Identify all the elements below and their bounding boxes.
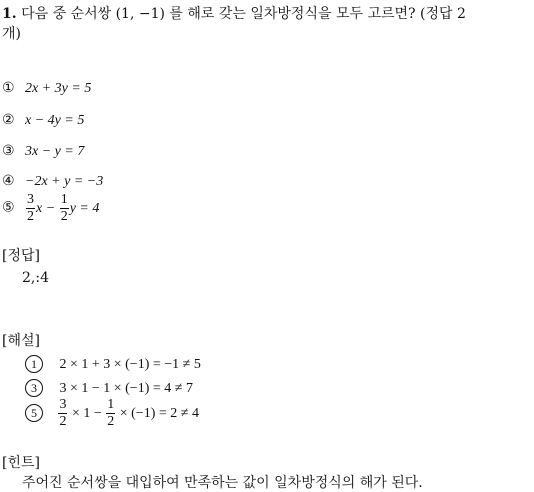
option-2 [2, 112, 84, 129]
fraction: $\frac{3}{2}$ [27, 192, 35, 224]
question-line-1 [2, 3, 466, 23]
circled-number: 5 [25, 404, 43, 422]
explanation-item-2 [25, 379, 193, 397]
fraction: $\frac{1}{2}$ [107, 397, 115, 429]
fraction: $\frac{1}{2}$ [60, 192, 68, 224]
fraction: $\frac{3}{2}$ [59, 397, 67, 429]
hint-label: [힌트] [2, 455, 40, 471]
option-marker: ① [2, 80, 15, 96]
option-equation: x − 4y = 5 [25, 113, 85, 128]
option-equation: 2x + 3y = 5 [25, 81, 92, 96]
answer-value: 2,:4 [22, 270, 49, 286]
option-marker: ② [2, 112, 15, 128]
option-marker: ④ [2, 173, 15, 189]
option-1 [2, 80, 91, 97]
explanation-equation: 2 × 1 + 3 × (−1) = −1 ≠ 5 [59, 357, 201, 372]
explanation-equation: $\frac{3}{2}$ × 1 − $\frac{1}{2}$ × (−1) = 2 ≠ 4 [59, 397, 199, 429]
answer-label: [정답] [2, 248, 40, 264]
question-number: 1. [2, 6, 17, 22]
hint-text: 주어진 순서쌍을 대입하여 만족하는 값이 일차방정식의 해가 된다. [22, 475, 423, 491]
explanation-equation: 3 × 1 − 1 × (−1) = 4 ≠ 7 [59, 381, 193, 396]
option-equation: −2x + y = −3 [25, 174, 104, 189]
option-marker: ⑤ [2, 199, 15, 216]
option-equation: $\frac{3}{2}$ x − $\frac{1}{2}$ y = 4 [27, 192, 100, 224]
option-3 [2, 143, 84, 160]
option-equation: 3x − y = 7 [25, 144, 85, 159]
option-marker: ③ [2, 143, 15, 159]
explanation-item-3 [25, 398, 199, 429]
circled-number: 1 [25, 355, 43, 373]
option-4 [2, 173, 103, 190]
circled-number: 3 [25, 379, 43, 397]
question-line-2: 개) [2, 26, 21, 42]
question-text: 다음 중 순서쌍 (1, −1) 를 해로 갖는 일차방정식을 모두 고르면? (정답 2 [21, 6, 466, 22]
explanation-item-1 [25, 355, 201, 373]
explanation-label: [해설] [2, 333, 40, 349]
option-5 [2, 193, 99, 224]
